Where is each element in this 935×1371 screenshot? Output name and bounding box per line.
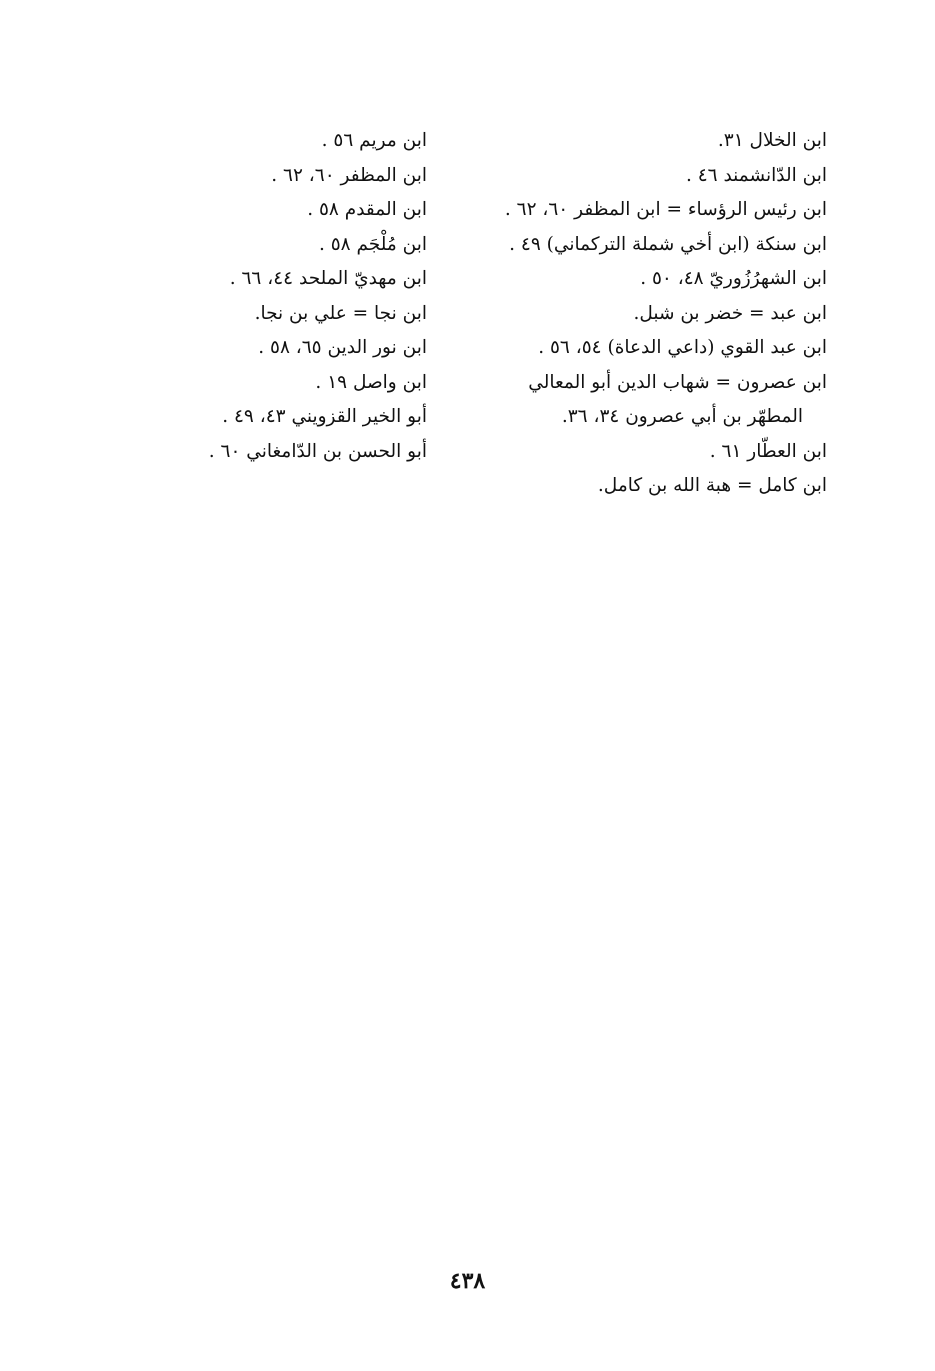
index-entry: ابن عبد = خضر بن شبل. (633, 302, 827, 324)
index-entry: ابن العطّار ٦١ . (709, 440, 827, 462)
index-entry: ابن سنكة (ابن أخي شملة التركماني) ٤٩ . (509, 233, 827, 255)
index-entry: ابن الشهرُزُوريّ ٤٨، ٥٠ . (640, 268, 827, 289)
index-entry: ابن المظفر ٦٠، ٦٢ . (271, 164, 427, 186)
index-entry: ابن عصرون = شهاب الدين أبو المعالي (528, 371, 827, 393)
index-entry: ابن نور الدين ٦٥، ٥٨ . (258, 337, 427, 358)
index-entry: ابن كامل = هبة الله بن كامل. (597, 475, 827, 496)
index-entry: ابن مُلْجَم ٥٨ . (318, 233, 427, 255)
index-entry: ابن واصل ١٩ . (315, 371, 427, 393)
index-entry: ابن الدّانشمند ٤٦ . (685, 164, 827, 186)
index-entry: ابن نجا = علي بن نجا. (254, 302, 427, 324)
index-column-right (457, 124, 827, 504)
index-entry: ابن مريم ٥٦ . (321, 130, 427, 151)
index-column-left (87, 124, 427, 469)
index-entry: ابن المقدم ٥٨ . (307, 199, 427, 220)
index-entry: ابن الخلال ٣١. (717, 130, 827, 151)
index-entry-continuation: المطهّر بن أبي عصرون ٣٤، ٣٦. (561, 406, 803, 427)
index-entry: ابن رئيس الرؤساء = ابن المظفر ٦٠، ٦٢ . (504, 199, 827, 220)
index-entry: أبو الحسن بن الدّامغاني ٦٠ . (208, 440, 427, 462)
index-entry: ابن عبد القوي (داعي الدعاة) ٥٤، ٥٦ . (538, 337, 827, 358)
page-number: ٤٣٨ (449, 1268, 486, 1294)
index-entry: ابن مهديّ الملحد ٤٤، ٦٦ . (229, 268, 427, 289)
index-entry: أبو الخير القزويني ٤٣، ٤٩ . (222, 406, 427, 427)
